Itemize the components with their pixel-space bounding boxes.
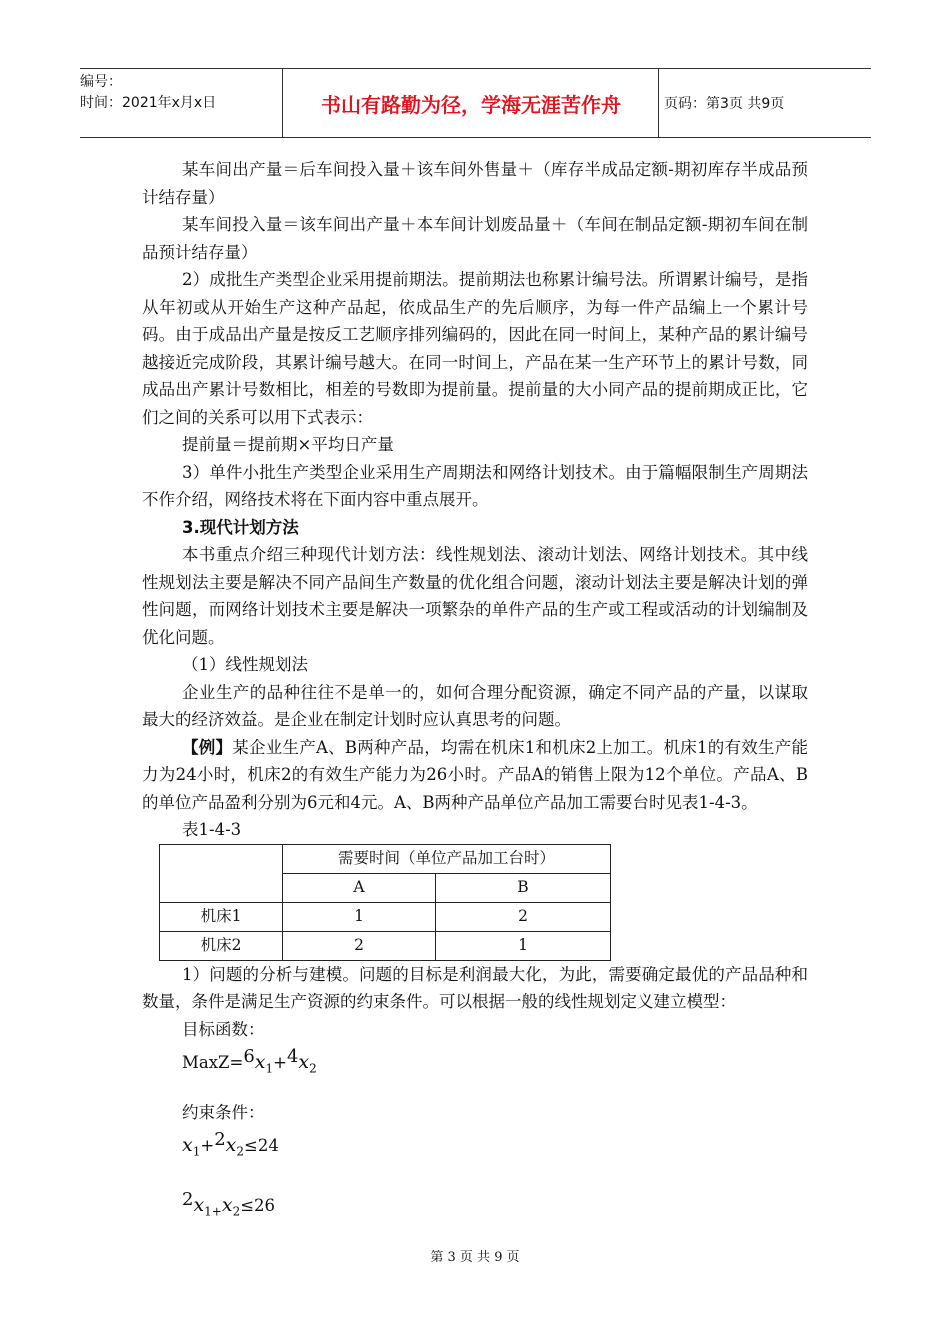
header-page-label: 页码：第3页 共9页 <box>664 96 785 112</box>
paragraph: 2）成批生产类型企业采用提前期法。提前期法也称累计编号法。所谓累计编号，是指从年初或从开始生产这种产品起，依成品生产的先后顺序，为每一件产品编上一个累计号码。由于成品出产量是按反工艺顺序排列编码的，因此在同一时间上，某种产品的累计编号越接近完成阶段，其累计编号越大。在同一时间上，产品在某一生产环节上的累计号数，同成品出产累计号数相比，相差的号数即为提前量。提前量的大小同产品的提前期成正比，它们之间的关系可以用下式表示： <box>142 270 808 427</box>
example-paragraph <box>142 734 808 817</box>
time-label: 时间：2021年x月x日 <box>80 95 217 111</box>
table-caption: 表1-4-3 <box>182 820 242 839</box>
page-header <box>80 68 871 138</box>
table-row <box>160 902 611 931</box>
header-meta <box>80 69 283 137</box>
paragraph: 企业生产的品种往往不是单一的，如何合理分配资源，确定不同产品的产量，以谋取最大的经济效益。是企业在制定计划时应认真思考的问题。 <box>142 682 808 729</box>
objective-formula: $MaxZ=6x_1+4x_2$ <box>182 1046 317 1076</box>
constraints-label: 约束条件： <box>182 1103 265 1122</box>
header-motto: 书山有路勤为径，学海无涯苦作舟 <box>284 69 659 137</box>
section-heading: 3.现代计划方法 <box>182 517 299 537</box>
table-header-a: A <box>283 873 436 902</box>
table-cell: 2 <box>436 902 611 931</box>
number-label: 编号： <box>80 74 122 90</box>
table-cell: 1 <box>436 931 611 960</box>
constraint-formula-2: $2x_{1+}x_2\le 26$ <box>182 1188 276 1218</box>
table-row <box>160 844 611 873</box>
table-row-label: 机床2 <box>160 931 283 960</box>
paragraph: 3）单件小批生产类型企业采用生产周期法和网络计划技术。由于篇幅限制生产周期法不作介绍，网络技术将在下面内容中重点展开。 <box>142 462 808 509</box>
example-text: 某企业生产A、B两种产品，均需在机床1和机床2上加工。机床1的有效生产能力为24小时，机床2的有效生产能力为26小时。产品A的销售上限为12个单位。产品A、B的单位产品盈利分别为6元和4元。A、B两种产品单位产品加工需要台时见表1-4-3。 <box>142 737 808 812</box>
table-row <box>160 931 611 960</box>
table-cell: 1 <box>283 902 436 931</box>
paragraph: 某车间出产量＝后车间投入量＋该车间外售量＋（库存半成品定额-期初库存半成品预计结存量） <box>142 160 808 207</box>
constraint-formula-1: $x_1+2x_2\le 24$ <box>182 1128 279 1158</box>
table-group-header: 需要时间（单位产品加工台时） <box>283 844 611 873</box>
table-corner-cell <box>160 844 283 902</box>
paragraph: 某车间投入量＝该车间出产量＋本车间计划废品量＋（车间在制品定额-期初车间在制品预计结存量） <box>142 215 808 262</box>
example-tag: 【例】 <box>182 737 233 757</box>
subsection-heading: （1）线性规划法 <box>182 655 308 674</box>
table-cell: 2 <box>283 931 436 960</box>
paragraph: 1）问题的分析与建模。问题的目标是利润最大化，为此，需要确定最优的产品品种和数量，条件是满足生产资源的约束条件。可以根据一般的线性规划定义建立模型： <box>142 964 808 1011</box>
table-row-label: 机床1 <box>160 902 283 931</box>
paragraph: 提前量＝提前期×平均日产量 <box>182 435 394 454</box>
document-body <box>142 156 808 1223</box>
machine-time-table <box>159 844 611 961</box>
paragraph: 本书重点介绍三种现代计划方法：线性规划法、滚动计划法、网络计划技术。其中线性规划法主要是解决不同产品间生产数量的优化组合问题，滚动计划法主要是解决计划的弹性问题，而网络计划技术主要是解决一项繁杂的单件产品的生产或工程或活动的计划编制及优化问题。 <box>142 545 808 647</box>
page-footer: 第 3 页 共 9 页 <box>430 1250 520 1265</box>
table-header-b: B <box>436 873 611 902</box>
objective-label: 目标函数： <box>182 1019 265 1039</box>
